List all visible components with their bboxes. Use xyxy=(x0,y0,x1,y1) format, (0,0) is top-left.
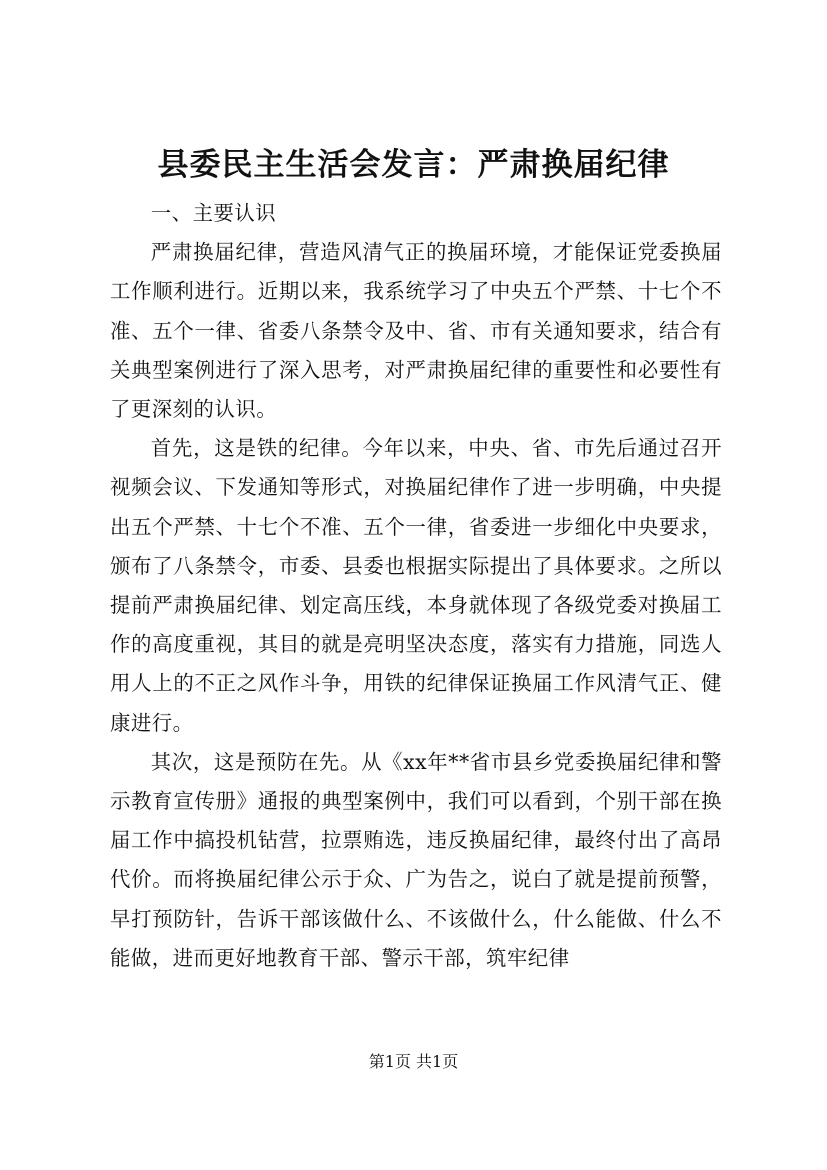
paragraph-intro: 严肃换届纪律，营造风清气正的换届环境，才能保证党委换届工作顺利进行。近期以来，我系统学习了中央五个严禁、十七个不准、五个一律、省委八条禁令及中、省、市有关通知要求，结合有关典型案例进行了深入思考，对严肃换届纪律的重要性和必要性有了更深刻的认识。 xyxy=(110,240,722,422)
section-heading: 一、主要认识 xyxy=(150,201,277,225)
page-footer: 第1页 共1页 xyxy=(368,1052,459,1071)
document-title: 县委民主生活会发言：严肃换届纪律 xyxy=(157,147,670,183)
paragraph-second: 其次，这是预防在先。从《xx年**省市县乡党委换届纪律和警示教育宣传册》通报的典型案例中，我们可以看到，个别干部在换届工作中搞投机钻营，拉票贿选，违反换届纪律，最终付出了高昂代价。而将换届纪律公示于众、广为告之，说白了就是提前预警，早打预防针，告诉干部该做什么、不该做什么，什么能做、什么不能做，进而更好地教育干部、警示干部，筑牢纪律 xyxy=(110,749,722,970)
paragraph-first: 首先，这是铁的纪律。今年以来，中央、省、市先后通过召开视频会议、下发通知等形式，对换届纪律作了进一步明确，中央提出五个严禁、十七个不准、五个一律，省委进一步细化中央要求，颁布了八条禁令，市委、县委也根据实际提出了具体要求。之所以提前严肃换届纪律、划定高压线，本身就体现了各级党委对换届工作的高度重视，其目的就是亮明坚决态度，落实有力措施，同选人用人上的不正之风作斗争，用铁的纪律保证换届工作风清气正、健康进行。 xyxy=(110,436,722,735)
document-body xyxy=(110,194,722,978)
